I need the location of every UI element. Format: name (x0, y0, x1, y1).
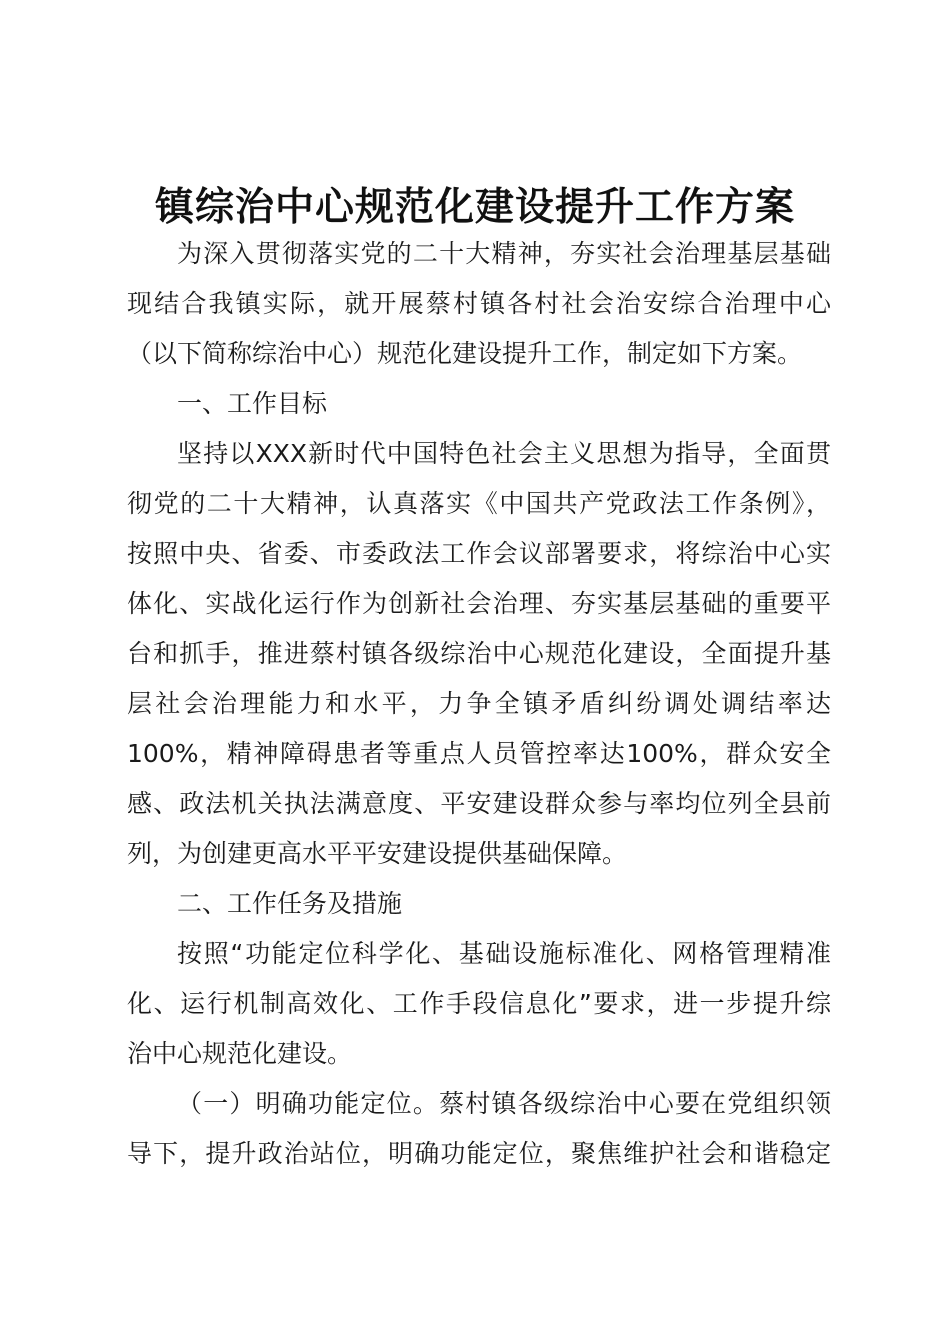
text-line: 感、政法机关执法满意度、平安建设群众参与率均位列全县前 (127, 789, 831, 818)
text-line: 100%，精神障碍患者等重点人员管控率达100%，群众安全 (127, 739, 831, 768)
text-line: （一）明确功能定位。蔡村镇各级综治中心要在党组织领 (177, 1089, 831, 1118)
text-line: 彻党的二十大精神，认真落实《中国共产党政法工作条例》， (127, 489, 831, 518)
text-line: 化、运行机制高效化、工作手段信息化”要求，进一步提升综 (127, 989, 831, 1018)
text-line: 列，为创建更高水平平安建设提供基础保障。 (127, 839, 628, 868)
text-line: 坚持以XXX新时代中国特色社会主义思想为指导，全面贯 (177, 439, 831, 468)
text-line: 按照中央、省委、市委政法工作会议部署要求，将综治中心实 (127, 539, 831, 568)
section-heading-goals: 一、工作目标 (177, 389, 328, 418)
section-heading-tasks: 二、工作任务及措施 (177, 889, 403, 918)
text-line: 体化、实战化运行作为创新社会治理、夯实基层基础的重要平 (127, 589, 831, 618)
document-title: 镇综治中心规范化建设提升工作方案 (154, 184, 795, 230)
document-body (127, 229, 831, 1179)
text-line: 现结合我镇实际，就开展蔡村镇各村社会治安综合治理中心 (127, 289, 831, 318)
text-line: 层社会治理能力和水平，力争全镇矛盾纠纷调处调结率达 (127, 689, 831, 718)
text-line: 治中心规范化建设。 (127, 1039, 353, 1068)
text-line: （以下简称综治中心）规范化建设提升工作，制定如下方案。 (127, 339, 803, 368)
text-line: 为深入贯彻落实党的二十大精神，夯实社会治理基层基础 (177, 239, 831, 268)
text-line: 按照“功能定位科学化、基础设施标准化、网格管理精准 (177, 939, 831, 968)
text-line: 导下，提升政治站位，明确功能定位，聚焦维护社会和谐稳定 (127, 1139, 831, 1168)
text-line: 台和抓手，推进蔡村镇各级综治中心规范化建设，全面提升基 (127, 639, 831, 668)
